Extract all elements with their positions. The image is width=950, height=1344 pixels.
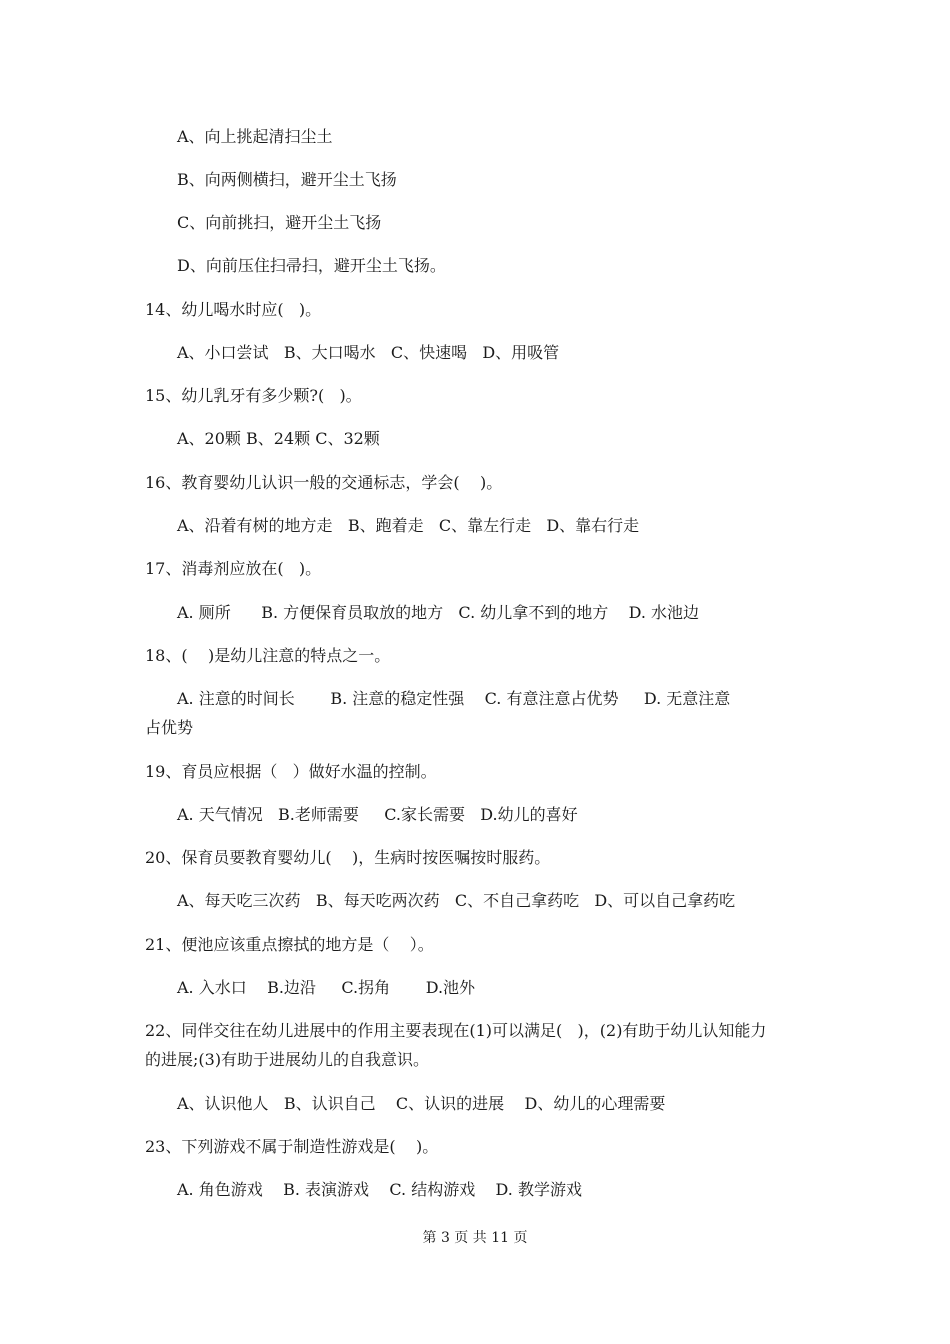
question-23: 23、下列游戏不属于制造性游戏是( )。 <box>145 1137 439 1156</box>
q13-option-d: D、向前压住扫帚扫，避开尘土飞扬。 <box>177 256 446 275</box>
question-16: 16、教育婴幼儿认识一般的交通标志，学会( )。 <box>145 473 503 492</box>
question-14: 14、幼儿喝水时应( )。 <box>145 300 322 319</box>
q18-options: A. 注意的时间长 B. 注意的稳定性强 C. 有意注意占优势 D. 无意注意 <box>177 689 731 708</box>
question-19: 19、育员应根据（ ）做好水温的控制。 <box>145 762 437 781</box>
q17-options: A. 厕所 B. 方便保育员取放的地方 C. 幼儿拿不到的地方 D. 水池边 <box>177 603 700 622</box>
q21-options: A. 入水口 B.边沿 C.拐角 D.池外 <box>177 978 476 997</box>
question-20: 20、保育员要教育婴幼儿( )，生病时按医嘱按时服药。 <box>145 848 551 867</box>
q14-options: A、小口尝试 B、大口喝水 C、快速喝 D、用吸管 <box>177 343 560 362</box>
question-17: 17、消毒剂应放在( )。 <box>145 559 322 578</box>
q13-option-c: C、向前挑扫，避开尘土飞扬 <box>177 213 382 232</box>
page-footer: 第 3 页 共 11 页 <box>422 1230 528 1246</box>
q20-options: A、每天吃三次药 B、每天吃两次药 C、不自己拿药吃 D、可以自己拿药吃 <box>177 891 736 910</box>
question-15: 15、幼儿乳牙有多少颗?( )。 <box>145 386 362 405</box>
question-22-continued: 的进展;(3)有助于进展幼儿的自我意识。 <box>145 1050 430 1069</box>
q15-options: A、20颗 B、24颗 C、32颗 <box>177 429 380 448</box>
q23-options: A. 角色游戏 B. 表演游戏 C. 结构游戏 D. 教学游戏 <box>177 1180 582 1199</box>
question-21: 21、便池应该重点擦拭的地方是（ ）。 <box>145 935 434 954</box>
question-18: 18、( )是幼儿注意的特点之一。 <box>145 646 391 665</box>
q16-options: A、沿着有树的地方走 B、跑着走 C、靠左行走 D、靠右行走 <box>177 516 640 535</box>
q18-options-continued: 占优势 <box>145 718 194 737</box>
q13-option-b: B、向两侧横扫，避开尘土飞扬 <box>177 170 397 189</box>
q13-option-a: A、向上挑起清扫尘土 <box>177 127 333 146</box>
q22-options: A、认识他人 B、认识自己 C、认识的进展 D、幼儿的心理需要 <box>177 1094 666 1113</box>
q19-options: A. 天气情况 B.老师需要 C.家长需要 D.幼儿的喜好 <box>177 805 578 824</box>
question-22: 22、同伴交往在幼儿进展中的作用主要表现在(1)可以满足( )，(2)有助于幼儿认知能力 <box>145 1021 767 1040</box>
